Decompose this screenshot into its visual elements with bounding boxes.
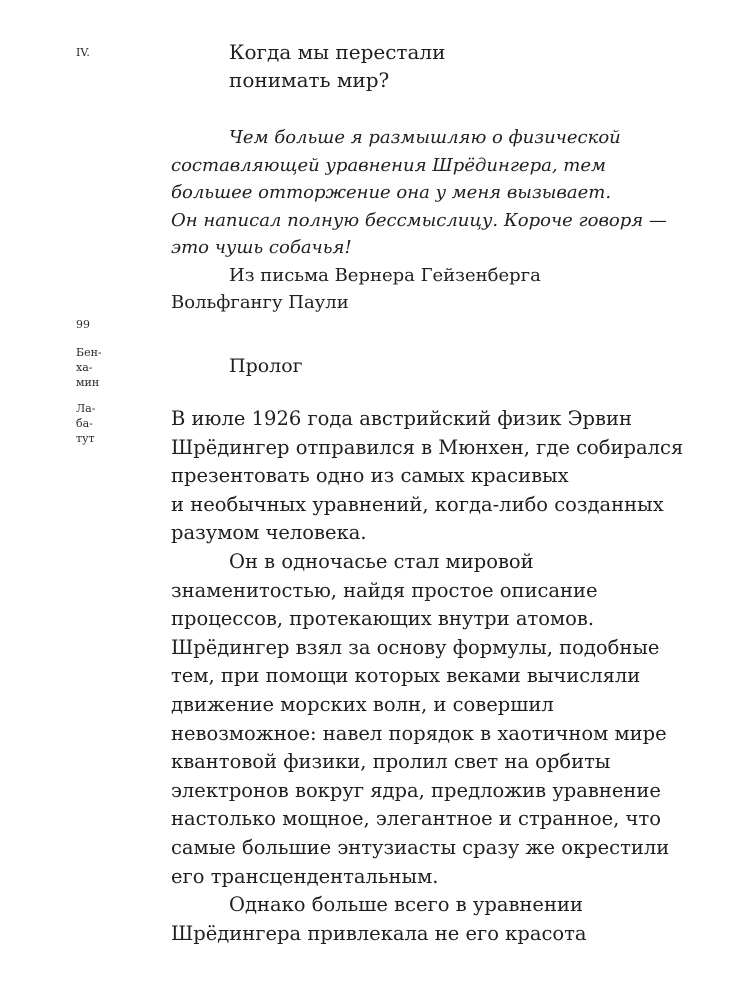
text-line: Однако больше всего в уравнении <box>229 893 583 917</box>
epigraph-attribution <box>171 262 651 317</box>
paragraph <box>171 891 651 948</box>
author-first-name <box>76 345 136 390</box>
epigraph-quote-line: Он написал полную бессмыслицу. Короче говоря — <box>171 209 667 231</box>
text-line: движение морских волн, и совершил <box>171 692 554 716</box>
chapter-title-line: Когда мы перестали <box>229 40 446 64</box>
epigraph-attribution-line: Из письма Вернера Гейзенберга <box>229 264 541 286</box>
epigraph <box>171 124 667 317</box>
text-line: знаменитостью, найдя простое описание <box>171 578 598 602</box>
epigraph-quote-line: это чушь собачья! <box>171 237 352 258</box>
text-line: процессов, протекающих внутри атомов. <box>171 607 595 631</box>
epigraph-quote-line: Чем больше я размышляю о физической <box>229 127 621 148</box>
text-line: Шрёдингер отправился в Мюнхен, где собирался <box>171 435 684 459</box>
author-name <box>76 345 136 457</box>
page-number: 99 <box>76 318 90 331</box>
text-line: Шрёдингер взял за основу формулы, подобные <box>171 635 660 659</box>
text-line: В июле 1926 года австрийский физик Эрвин <box>171 407 632 430</box>
author-last-part: Ла- <box>76 402 96 415</box>
author-first-part: мин <box>76 376 100 389</box>
chapter-title-line: понимать мир? <box>229 68 390 92</box>
chapter-number: IV. <box>76 46 90 59</box>
author-last-part: тут <box>76 432 95 445</box>
epigraph-quote <box>171 124 667 262</box>
text-line: электронов вокруг ядра, предложив уравнение <box>171 778 661 802</box>
text-line: настолько мощное, элегантное и странное, что <box>171 807 661 831</box>
text-line: самые большие энтузиасты сразу же окрестили <box>171 835 670 859</box>
author-last-name <box>76 401 136 446</box>
text-line: и необычных уравнений, когда-либо созданных <box>171 492 664 516</box>
author-first-part: Бен- <box>76 346 102 359</box>
text-line: разумом человека. <box>171 521 367 545</box>
paragraph <box>171 548 670 891</box>
text-line: Шрёдингера привлекала не его красота <box>171 921 587 945</box>
text-line: его трансцендентальным. <box>171 864 439 888</box>
text-line: Он в одночасье стал мировой <box>229 549 534 573</box>
author-last-part: ба- <box>76 417 93 430</box>
text-line: презентовать одно из самых красивых <box>171 464 569 488</box>
paragraph <box>171 405 684 548</box>
epigraph-attribution-line: Вольфгангу Паули <box>171 292 349 313</box>
body-text <box>171 405 684 948</box>
chapter-title <box>171 38 709 94</box>
section-title: Пролог <box>229 355 303 377</box>
author-first-part: ха- <box>76 361 93 374</box>
text-line: невозможное: навел порядок в хаотичном мире <box>171 721 667 745</box>
epigraph-quote-line: большее отторжение она у меня вызывает. <box>171 182 612 203</box>
epigraph-quote-line: составляющей уравнения Шрёдингера, тем <box>171 154 606 176</box>
text-line: тем, при помощи которых веками вычисляли <box>171 664 641 688</box>
text-line: квантовой физики, пролил свет на орбиты <box>171 750 611 774</box>
